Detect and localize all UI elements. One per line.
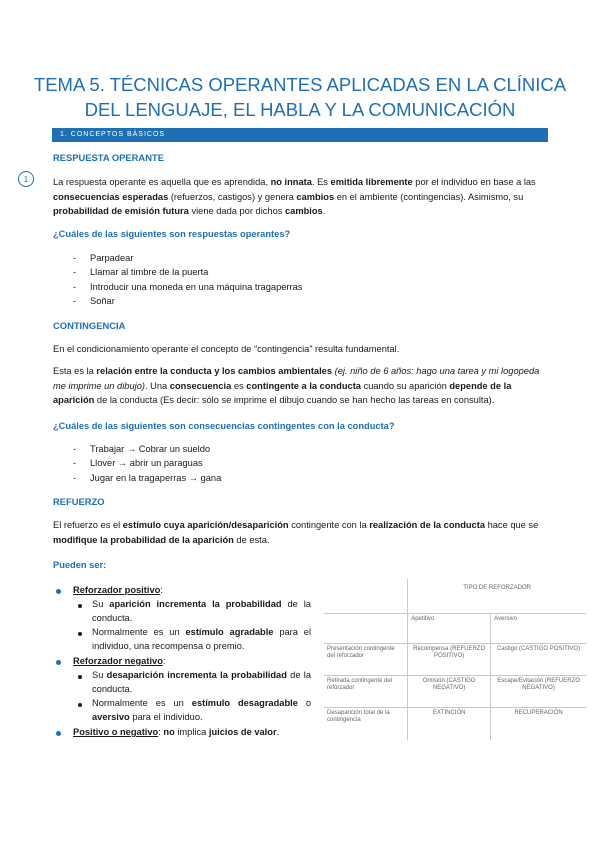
positivo-o-negativo-note: Positivo o negativo: no implica juicios de valor. bbox=[73, 727, 280, 737]
reforzador-negativo-item-1: Su desaparición incrementa la probabilidad de la conducta. bbox=[92, 670, 311, 695]
table-cell: RECUPERACIÓN bbox=[491, 707, 586, 740]
list-respuestas bbox=[73, 251, 302, 308]
table-header: TIPO DE REFORZADOR bbox=[408, 579, 586, 613]
heading-respuesta-operante: RESPUESTA OPERANTE bbox=[53, 152, 164, 163]
paragraph-contingencia-1: En el condicionamiento operante el concepto de “contingencia” resulta fundamental. bbox=[53, 344, 400, 354]
table-col-aversivo: Aversivo bbox=[491, 613, 586, 643]
question-respuestas: ¿Cuáles de las siguientes son respuestas operantes? bbox=[53, 229, 291, 239]
table-row-label: Presentación contingente del reforzador bbox=[324, 643, 408, 675]
reforzador-negativo-title: Reforzador negativo: bbox=[73, 656, 166, 666]
page-title bbox=[0, 72, 600, 122]
list-contingentes bbox=[73, 442, 221, 485]
table-cell: Recompensa (REFUERZO POSITIVO) bbox=[408, 643, 491, 675]
paragraph-contingencia-2: Esta es la relación entre la conducta y los cambios ambientales (ej. niño de 6 años: hago una tarea y mi logopeda me imprime un dibujo). Una consecuencia es contingente a la conducta cuando su aparición depende de la aparición de la conducta (Es decir: sólo se imprime el dibujo cuando se han hecho las tareas en consulta). bbox=[53, 366, 540, 406]
list-item: - Parpadear bbox=[73, 251, 302, 265]
paragraph-respuesta: La respuesta operante es aquella que es aprendida, no innata. Es emitida libremente por el individuo en base a las consecuencias esperadas (refuerzos, castigos) y genera cambios en el ambiente (contingencias). Asimismo, su probabilidad de emisión futura viene dada por dichos cambios. bbox=[53, 177, 536, 217]
bullet-dot bbox=[56, 660, 61, 665]
table-cell: Omisión (CASTIGO NEGATIVO) bbox=[408, 675, 491, 707]
bullet-dot bbox=[78, 703, 82, 707]
reinforcer-table bbox=[324, 579, 586, 740]
bullet-dot bbox=[56, 731, 61, 736]
list-item: - Jugar en la tragaperras → gana bbox=[73, 471, 221, 485]
section-bar: 1. CONCEPTOS BÁSICOS bbox=[52, 128, 548, 142]
page-number-circle: 1 bbox=[18, 171, 34, 187]
bullet-dot bbox=[78, 604, 82, 608]
heading-refuerzo: REFUERZO bbox=[53, 496, 105, 507]
reforzador-positivo-item-2: Normalmente es un estímulo agradable para el individuo, una recompensa o premio. bbox=[92, 627, 312, 652]
list-item: - Introducir una moneda en una máquina tragaperras bbox=[73, 280, 302, 294]
table-cell: EXTINCIÓN bbox=[408, 707, 491, 740]
table-row-label: Retirada contingente del reforzador bbox=[324, 675, 408, 707]
question-contingentes: ¿Cuáles de las siguientes son consecuencias contingentes con la conducta? bbox=[53, 421, 395, 431]
list-item: - Llover → abrir un paraguas bbox=[73, 456, 221, 470]
table-row-label: Desaparición total de la contingencia bbox=[324, 707, 408, 740]
bullet-dot bbox=[78, 632, 82, 636]
bullet-dot bbox=[56, 589, 61, 594]
reforzador-positivo-title: Reforzador positivo: bbox=[73, 585, 163, 595]
table-cell: Escape/Evitación (REFUERZO NEGATIVO) bbox=[491, 675, 586, 707]
paragraph-refuerzo: El refuerzo es el estímulo cuya aparición/desaparición contingente con la realización de la conducta hace que se modifique la probabilidad de la aparición de esta. bbox=[53, 520, 539, 545]
reforzador-positivo-item-1: Su aparición incrementa la probabilidad de la conducta. bbox=[92, 599, 311, 624]
list-item: - Soñar bbox=[73, 294, 302, 308]
table-empty-cell bbox=[324, 613, 408, 643]
title-line-2: DEL LENGUAJE, EL HABLA Y LA COMUNICACIÓN bbox=[84, 99, 516, 120]
reforzador-negativo-item-2: Normalmente es un estímulo desagradable o aversivo para el individuo. bbox=[92, 698, 311, 723]
table-corner bbox=[324, 579, 408, 613]
pueden-ser-label: Pueden ser: bbox=[53, 560, 107, 570]
table-cell: Castigo (CASTIGO POSITIVO) bbox=[491, 643, 586, 675]
table-col-apetitivo: Apetitivo bbox=[408, 613, 491, 643]
heading-contingencia: CONTINGENCIA bbox=[53, 320, 126, 331]
title-line-1: TEMA 5. TÉCNICAS OPERANTES APLICADAS EN LA CLÍNICA bbox=[33, 74, 567, 95]
bullet-dot bbox=[78, 675, 82, 679]
list-item: - Llamar al timbre de la puerta bbox=[73, 265, 302, 279]
list-item: - Trabajar → Cobrar un sueldo bbox=[73, 442, 221, 456]
